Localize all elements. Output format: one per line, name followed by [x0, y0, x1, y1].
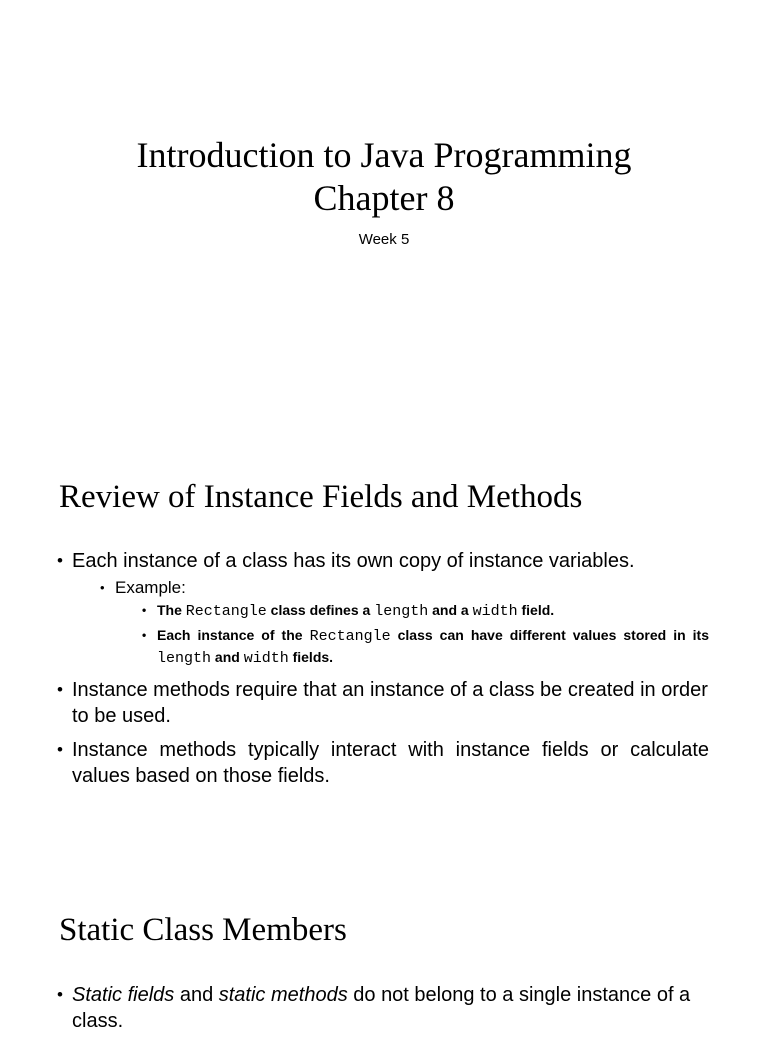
code-run: width: [243, 650, 289, 667]
bullet-text: Each instance of a class has its own copy of instance variables.: [72, 550, 635, 572]
slide-heading: Review of Instance Fields and Methods: [59, 479, 583, 515]
text-run: class defines a: [266, 602, 375, 618]
text-run: The: [157, 602, 186, 618]
bullet-item: [57, 982, 709, 1034]
title-line-2: Chapter 8: [313, 178, 455, 218]
code-run: Rectangle: [309, 628, 391, 645]
slide-subtitle: Week 5: [358, 231, 410, 248]
bullet-item: [57, 737, 709, 789]
sub-bullet-list: [72, 576, 709, 669]
review-slide: [0, 432, 768, 864]
title-line-1: Introduction to Java Programming: [136, 135, 632, 175]
text-run: fields.: [288, 649, 334, 665]
sub-sub-bullet-item: [142, 600, 709, 622]
bullet-list: [57, 982, 709, 1042]
italic-run: static methods: [218, 984, 348, 1006]
bullet-text: Instance methods require that an instance of a class be created in order to be used.: [72, 679, 708, 727]
text-run: do not belong to a single instance of a class.: [72, 984, 691, 1032]
bullet-item: [57, 677, 709, 729]
text-run: and: [174, 984, 219, 1006]
slide-heading: Static Class Members: [59, 912, 347, 948]
sub-bullet-item: [100, 576, 709, 669]
text-run: and a: [428, 602, 473, 618]
title-slide: [0, 0, 768, 432]
sub-sub-bullet-list: [115, 600, 709, 669]
code-run: length: [374, 603, 429, 620]
text-run: and: [211, 649, 244, 665]
text-run: field.: [517, 602, 555, 618]
sub-sub-bullet-item: [142, 625, 709, 669]
static-members-slide: [0, 864, 768, 1032]
text-run: Each instance of the: [157, 627, 310, 643]
text-run: class can have different values stored in its: [390, 627, 709, 643]
bullet-list: [57, 548, 709, 797]
code-run: length: [157, 650, 212, 667]
slide-title: [0, 134, 768, 220]
code-run: Rectangle: [185, 603, 267, 620]
bullet-item: [57, 548, 709, 669]
example-label: Example:: [115, 578, 186, 597]
italic-run: Static fields: [72, 984, 175, 1006]
bullet-text: Instance methods typically interact with instance fields or calculate values based on those fields.: [72, 739, 709, 787]
code-run: width: [472, 603, 518, 620]
